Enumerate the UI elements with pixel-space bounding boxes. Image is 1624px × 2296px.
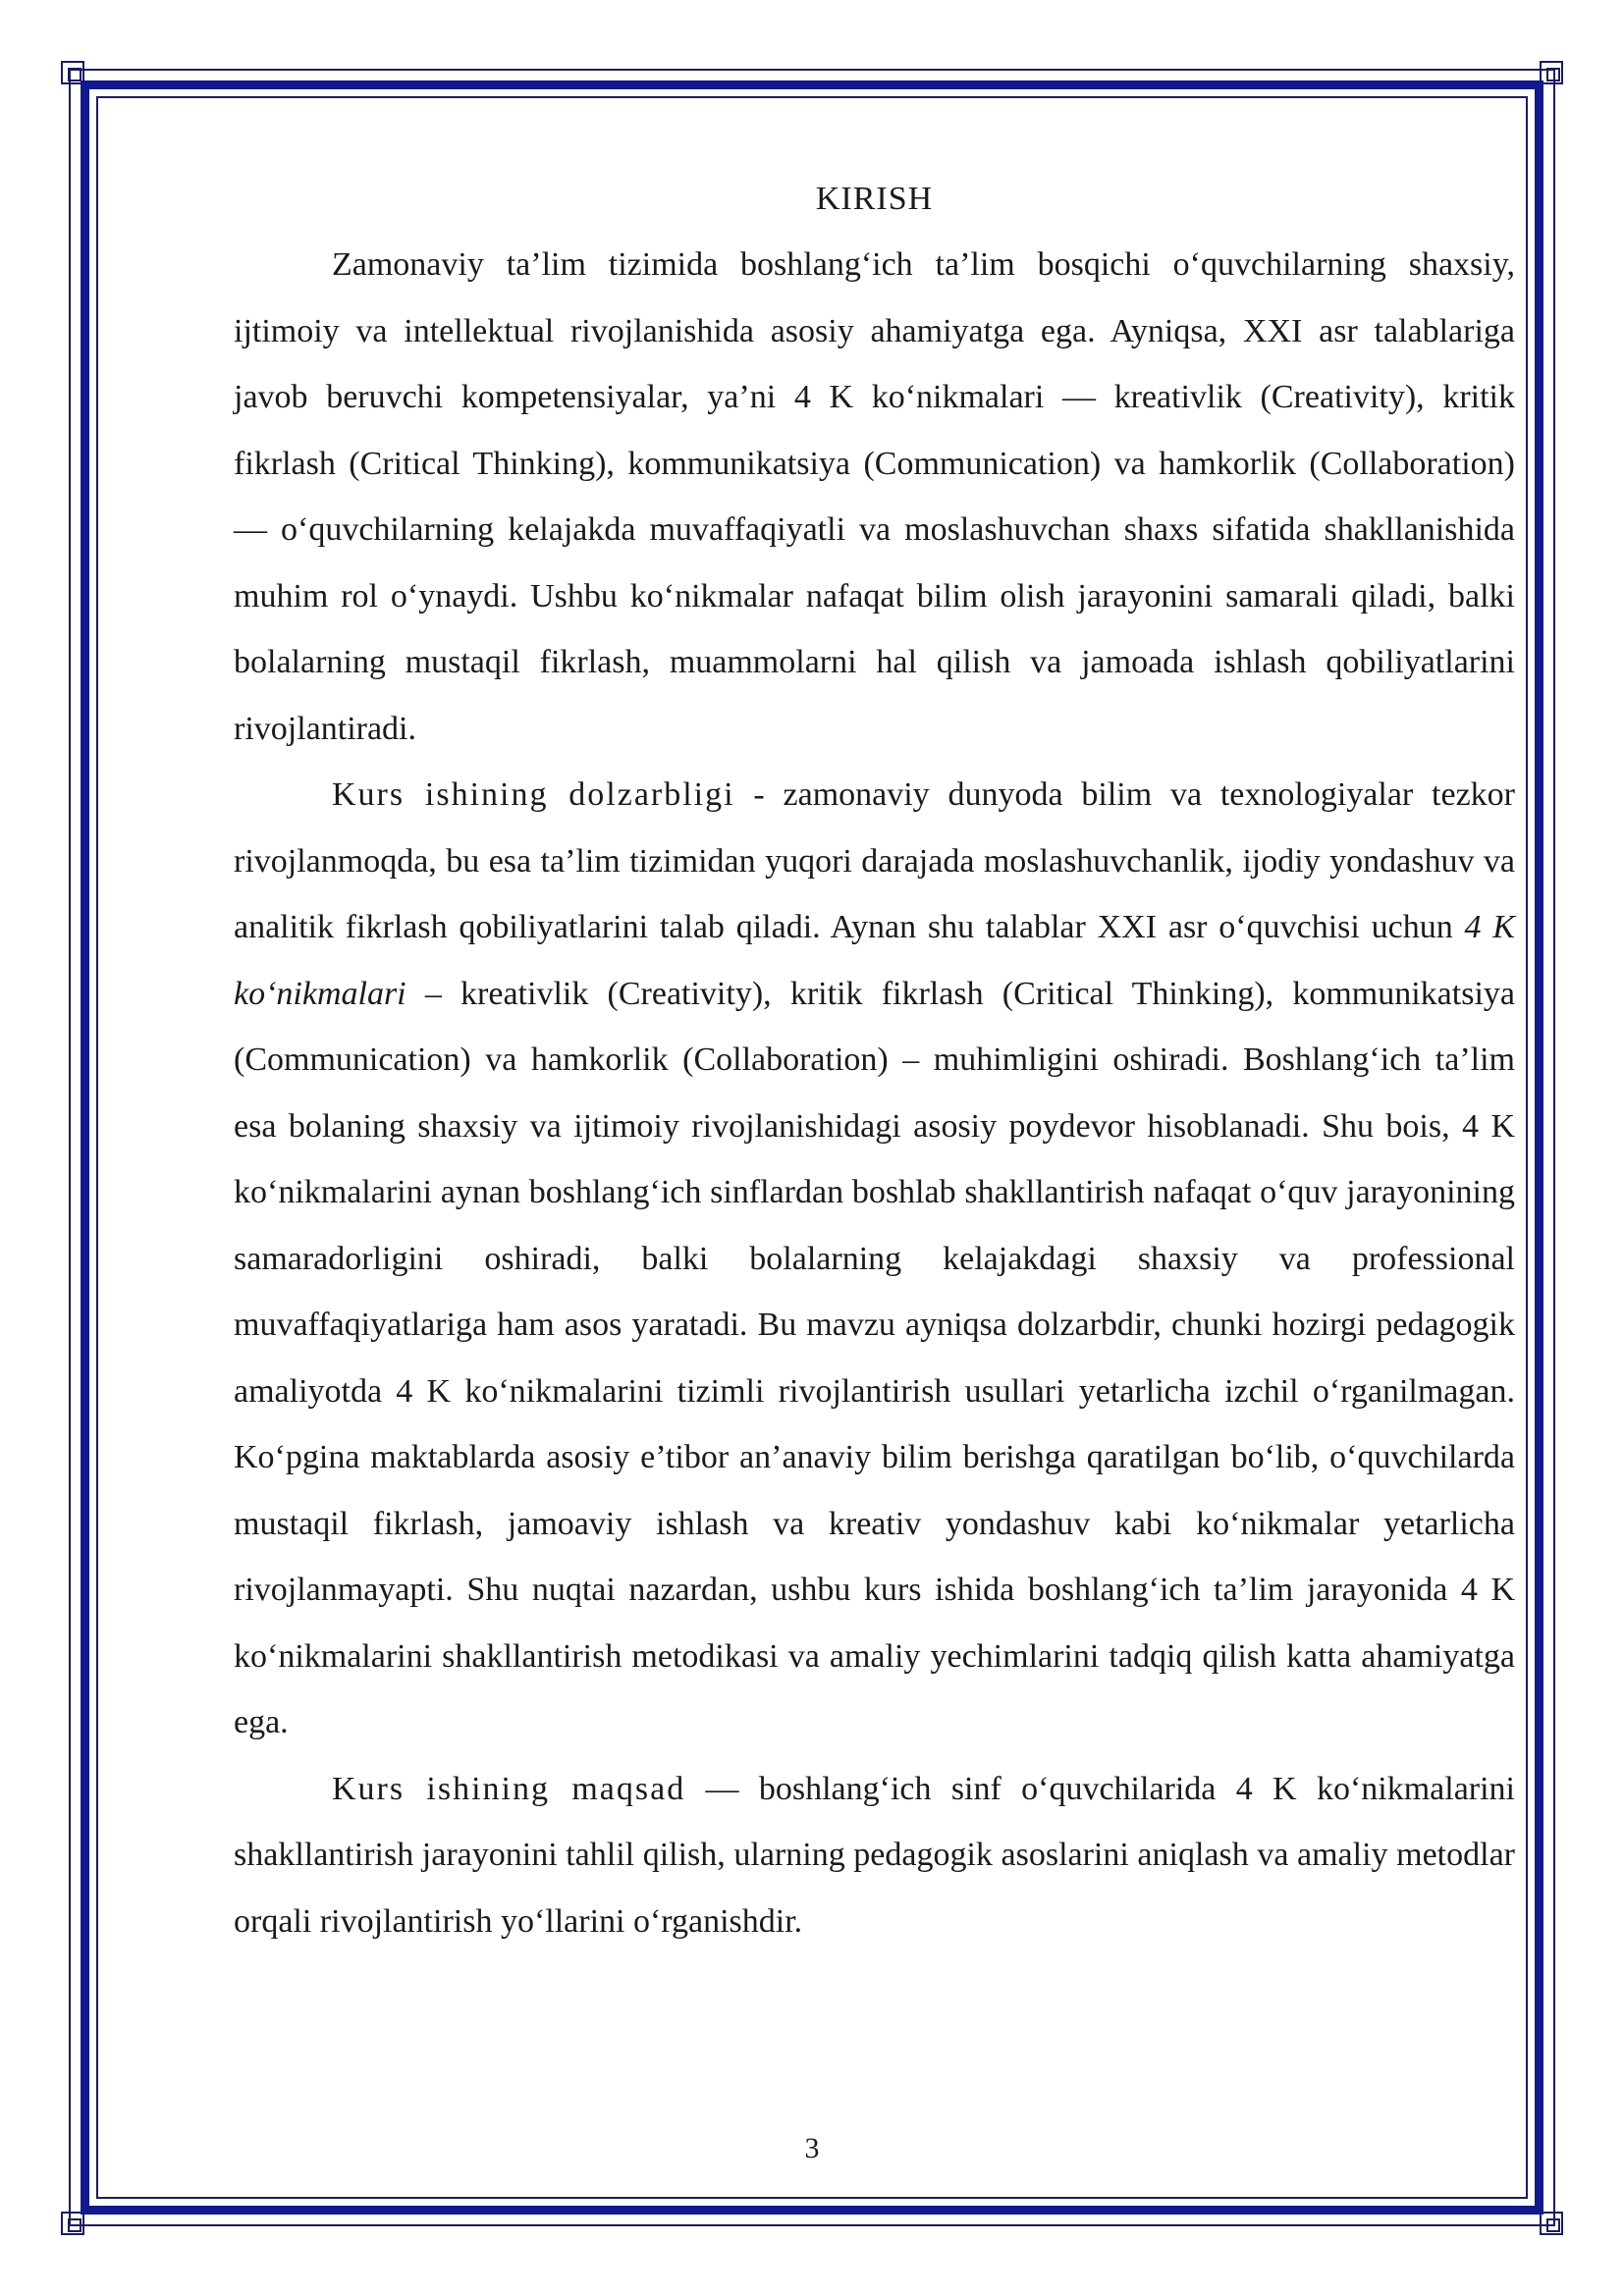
page-heading: KIRISH: [815, 181, 934, 217]
paragraph-relevance: [234, 762, 1515, 1756]
relevance-text-part1: - zamonaviy dunyoda bilim va texnologiyalar tezkor rivojlanmoqda, bu esa ta’lim tizimidan yuqori darajada moslashuvchanlik, ijodiy yondashuv va analitik fikrlash qobiliyatlarini talab qiladi. Aynan shu talablar XXI asr o‘quvchisi uchun: [234, 776, 1515, 945]
page-number: 3: [804, 2132, 820, 2164]
goal-text: — boshlang‘ich sinf o‘quvchilarida 4 K ko‘nikmalarini shakllantirish jarayonini tahlil qilish, ularning pedagogik asoslarini aniqlash va amaliy metodlar orqali rivojlantirish yo‘llarini o‘rganishdir.: [234, 1770, 1515, 1940]
paragraph-intro: Zamonaviy ta’lim tizimida boshlang‘ich ta’lim bosqichi o‘quvchilarning shaxsiy, ijtimoiy va intellektual rivojlanishida asosiy ahamiyatga ega. Ayniqsa, XXI asr talablariga javob beruvchi kompetensiyalar, ya’ni 4 K ko‘nikmalari — kreativlik (Creativity), kritik fikrlash (Critical Thinking), kommunikatsiya (Communication) va hamkorlik (Collaboration) — o‘quvchilarning kelajakda muvaffaqiyatli va moslashuvchan shaxs sifatida shakllanishida muhim rol o‘ynaydi. Ushbu ko‘nikmalar nafaqat bilim olish jarayonini samarali qiladi, balki bolalarning mustaqil fikrlash, muammolarni hal qilish va jamoada ishlash qobiliyatlarini rivojlantiradi.: [234, 246, 1515, 747]
relevance-lead: Kurs ishining dolzarbligi: [332, 776, 735, 813]
relevance-italic-term: 4 K ko‘nikmalari: [234, 909, 1515, 1012]
goal-lead: Kurs ishining maqsad: [332, 1770, 686, 1807]
relevance-text-part2: – kreativlik (Creativity), kritik fikrlash (Critical Thinking), kommunikatsiya (Communication) va hamkorlik (Collaboration) – muhimligini oshiradi. Boshlang‘ich ta’lim esa bolaning shaxsiy va ijtimoiy rivojlanishidagi asosiy poydevor hisoblanadi. Shu bois, 4 K ko‘nikmalarini aynan boshlang‘ich sinflardan boshlab shakllantirish nafaqat o‘quv jarayonining samaradorligini oshiradi, balki bolalarning kelajakdagi shaxsiy va professional muvaffaqiyatlariga ham asos yaratadi. Bu mavzu ayniqsa dolzarbdir, chunki hozirgi pedagogik amaliyotda 4 K ko‘nikmalarini tizimli rivojlantirish usullari yetarlicha izchil o‘rganilmagan. Ko‘pgina maktablarda asosiy e’tibor an’anaviy bilim berishga qaratilgan bo‘lib, o‘quvchilarda mustaqil fikrlash, jamoaviy ishlash va kreativ yondashuv kabi ko‘nikmalar yetarlicha rivojlanmayapti. Shu nuqtai nazardan, ushbu kurs ishida boshlang‘ich ta’lim jarayonida 4 K ko‘nikmalarini shakllantirish metodikasi va amaliy yechimlarini tadqiq qilish katta ahamiyatga ega.: [234, 975, 1515, 1740]
document-body: [234, 175, 1515, 1954]
paragraph-goal: [234, 1756, 1515, 1955]
